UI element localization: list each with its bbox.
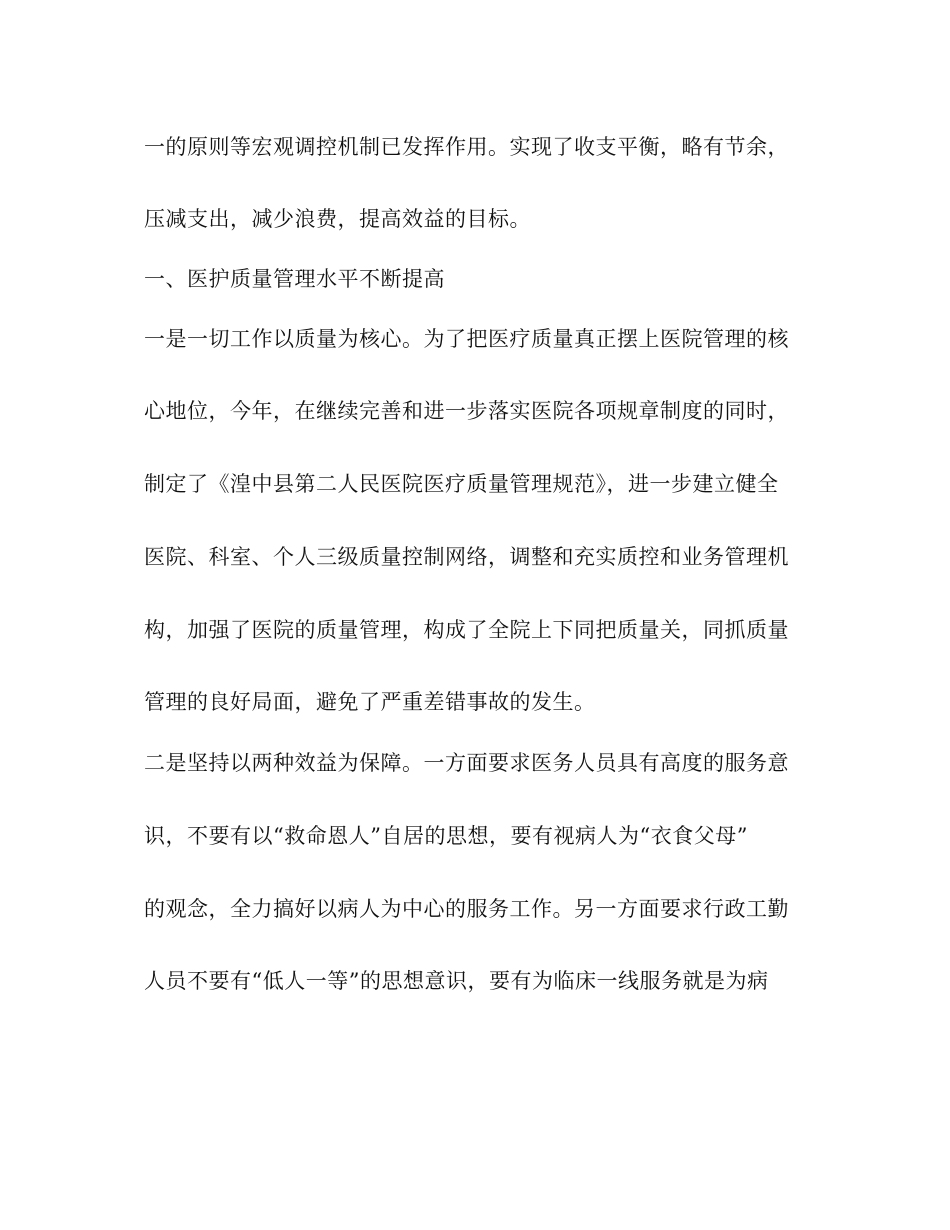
paragraph-line: 一的原则等宏观调控机制已发挥作用。实现了收支平衡，略有节余， bbox=[144, 135, 789, 159]
paragraph-line: 心地位，今年，在继续完善和进一步落实医院各项规章制度的同时， bbox=[144, 399, 789, 423]
paragraph-line: 管理的良好局面，避免了严重差错事故的发生。 bbox=[144, 690, 596, 714]
paragraph-line: 压减支出，减少浪费，提高效益的目标。 bbox=[144, 207, 531, 231]
paragraph-line: 二是坚持以两种效益为保障。一方面要求医务人员具有高度的服务意 bbox=[144, 751, 789, 775]
paragraph-line: 制定了《湟中县第二人民医院医疗质量管理规范》，进一步建立健全 bbox=[144, 472, 779, 496]
paragraph-line: 人员不要有“低人一等”的思想意识，要有为临床一线服务就是为病 bbox=[144, 969, 769, 993]
paragraph-line: 构，加强了医院的质量管理，构成了全院上下同把质量关，同抓质量 bbox=[144, 618, 789, 642]
paragraph-line: 识，不要有以“救命恩人”自居的思想，要有视病人为“衣食父母” bbox=[144, 824, 748, 848]
section-heading: 一、医护质量管理水平不断提高 bbox=[144, 267, 445, 291]
paragraph-line: 一是一切工作以质量为核心。为了把医疗质量真正摆上医院管理的核 bbox=[144, 327, 789, 351]
paragraph-line: 医院、科室、个人三级质量控制网络，调整和充实质控和业务管理机 bbox=[144, 545, 789, 569]
paragraph-line: 的观念，全力搞好以病人为中心的服务工作。另一方面要求行政工勤 bbox=[144, 897, 789, 921]
